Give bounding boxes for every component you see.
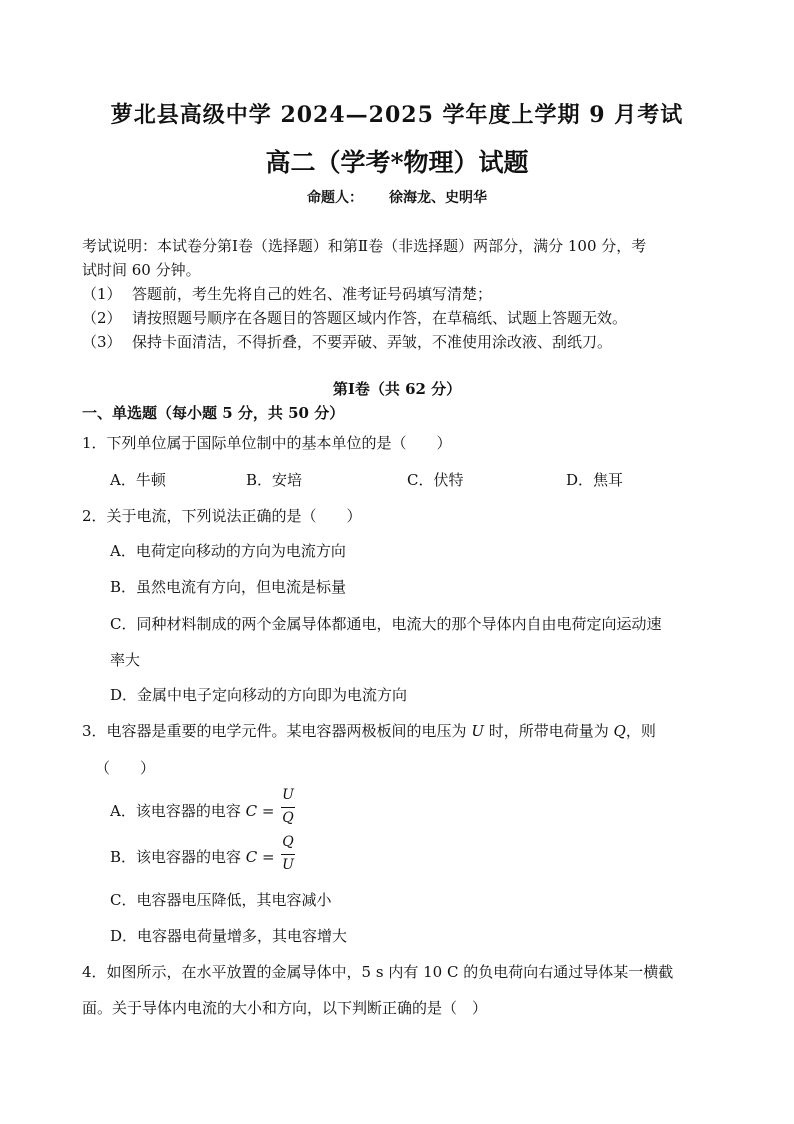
note-text: 保持卡面清洁，不得折叠，不要弄破、弄皱，不准使用涂改液、刮纸刀。	[132, 333, 613, 351]
fraction-b-denominator: U	[282, 857, 294, 873]
question-3-option-a	[110, 800, 274, 821]
question-2-option-c-line-1: C．同种材料制成的两个金属导体都通电，电流大的那个导体内自由电荷定向运动速	[110, 615, 662, 633]
option-text: B．该电容器的电容	[110, 848, 246, 866]
instructions-line-2: 试时间 60 分钟。	[82, 261, 201, 279]
question-3-option-b	[110, 846, 275, 867]
question-1-option-a: A．牛顿	[110, 471, 166, 489]
note-number: （1）	[82, 285, 122, 303]
question-2-option-c-line-2: 率大	[110, 651, 141, 669]
author-label: 命题人：	[307, 190, 363, 206]
question-2-stem: 2．关于电流，下列说法正确的是（ ）	[82, 507, 362, 525]
question-3-answer-bracket: （ ）	[95, 759, 156, 777]
question-3-option-c: C．电容器电压降低，其电容减小	[110, 891, 332, 909]
stem-text: ，则	[625, 722, 656, 740]
exam-subtitle: 高二（学考*物理）试题	[265, 148, 529, 177]
section-title: 第Ⅰ卷（共 62 分）	[332, 380, 462, 398]
note-number: （2）	[82, 309, 122, 327]
question-3-stem	[82, 720, 656, 741]
instruction-note	[82, 331, 612, 352]
instructions-line-1: 考试说明：本试卷分第Ⅰ卷（选择题）和第Ⅱ卷（非选择题）两部分，满分 100 分，考	[82, 237, 647, 255]
fraction-a-numerator: U	[282, 787, 294, 803]
author-names: 徐海龙、史明华	[389, 190, 487, 206]
note-text: 请按照题号顺序在各题目的答题区域内作答，在草稿纸、试题上答题无效。	[132, 309, 628, 327]
question-1-option-c: C．伏特	[407, 471, 464, 489]
question-1-stem: 1．下列单位属于国际单位制中的基本单位的是（ ）	[82, 434, 452, 452]
question-3-option-d: D．电容器电荷量增多，其电容增大	[110, 927, 348, 945]
fraction-a-bar	[281, 807, 295, 808]
fraction-b-bar	[281, 854, 295, 855]
formula-lhs: C =	[245, 802, 275, 820]
question-2-option-b: B．虽然电流有方向，但电流是标量	[110, 578, 347, 596]
instruction-note	[82, 307, 627, 328]
stem-text: 3．电容器是重要的电学元件。某电容器两极板间的电压为	[82, 722, 472, 740]
fraction-a-denominator: Q	[282, 810, 294, 826]
formula-lhs: C =	[245, 848, 275, 866]
question-2-option-a: A．电荷定向移动的方向为电流方向	[110, 542, 346, 560]
note-number: （3）	[82, 333, 122, 351]
note-text: 答题前，考生先将自己的姓名、准考证号码填写清楚；	[132, 285, 493, 303]
question-1-option-b: B．安培	[246, 471, 303, 489]
variable-u: U	[471, 722, 484, 740]
part-title: 一、单选题（每小题 5 分，共 50 分）	[82, 404, 345, 422]
exam-title: 萝北县高级中学 2024—2025 学年度上学期 9 月考试	[110, 102, 684, 128]
question-1-option-d: D．焦耳	[566, 471, 624, 489]
stem-text: 时，所带电荷量为	[483, 722, 614, 740]
question-2-option-d: D．金属中电子定向移动的方向即为电流方向	[110, 686, 408, 704]
question-4-stem-line-1: 4．如图所示，在水平放置的金属导体中，5 s 内有 10 C 的负电荷向右通过导体某一横截	[82, 963, 674, 981]
author-line	[0, 187, 794, 207]
option-text: A．该电容器的电容	[110, 802, 246, 820]
variable-q: Q	[613, 722, 626, 740]
instruction-note	[82, 283, 492, 304]
fraction-b-numerator: Q	[282, 834, 294, 850]
question-4-stem-line-2: 面。关于导体内电流的大小和方向，以下判断正确的是（ ）	[82, 999, 488, 1017]
